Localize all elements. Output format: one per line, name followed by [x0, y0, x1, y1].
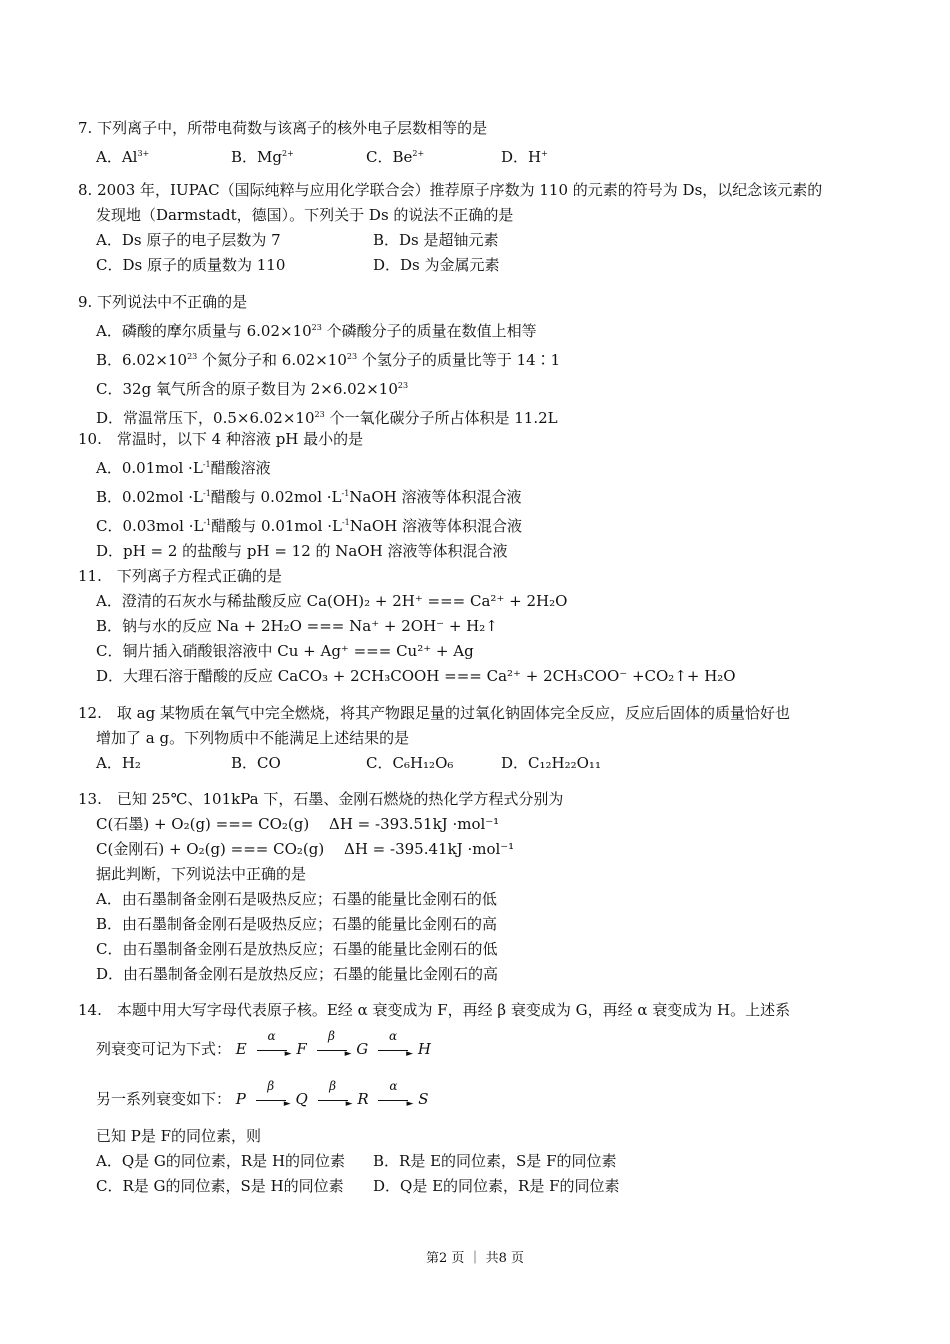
question-8-options-row1 [78, 228, 878, 253]
option-a: A．磷酸的摩尔质量与 $6.02\times 10^{23}$ 个磷酸分子的质量在数值上相等 [96, 322, 537, 340]
question-12-stem-cont: 增加了 a g。下列物质中不能满足上述结果的是 [96, 729, 410, 747]
option-a: A．$Al^{3+}$ [96, 148, 150, 166]
question-12-options [78, 751, 878, 776]
decay-chain-1: 列衰变可记为下式： E α ► F β ► G α ► H [78, 1037, 878, 1062]
option-b: B．由石墨制备金刚石是吸热反应；石墨的能量比金刚石的高 [96, 915, 498, 933]
option-b: B．Ds 是超铀元素 [373, 231, 499, 249]
option-d: D．pH = 2 的盐酸与 pH = 12 的 NaOH 溶液等体积混合液 [96, 542, 508, 560]
question-7-options [78, 141, 878, 170]
question-10-stem: 10. 常温时，以下 4 种溶液 pH 最小的是 [78, 430, 364, 448]
option-a: A．$0.01mol \cdot L^{-1}$醋酸溶液 [96, 459, 271, 477]
question-7 [78, 116, 878, 170]
option-b: B．$Mg^{2+}$ [231, 148, 294, 166]
option-c: C．C₆H₁₂O₆ [366, 754, 454, 772]
option-d: D．C₁₂H₂₂O₁₁ [501, 754, 601, 772]
question-11 [78, 564, 878, 689]
option-c: C．$Be^{2+}$ [366, 148, 425, 166]
equation-diamond: C(金刚石) + O₂(g) === CO₂(g) ΔH = -395.41kJ ·mol⁻¹ [96, 840, 515, 858]
option-a: A．Ds 原子的电子层数为 7 [96, 231, 281, 249]
question-11-stem: 11. 下列离子方程式正确的是 [78, 567, 282, 585]
question-14 [78, 998, 878, 1199]
question-14-given: 已知 P是 F的同位素，则 [96, 1127, 262, 1145]
option-c: C．Ds 原子的质量数为 110 [96, 256, 286, 274]
question-8-stem-cont: 发现地（Darmstadt，德国）。下列关于 Ds 的说法不正确的是 [96, 206, 514, 224]
decay-chain-2: 另一系列衰变如下： P β ► Q β ► R α ► S [78, 1087, 878, 1112]
option-b: B．$0.02mol \cdot L^{-1}$醋酸与 $0.02mol \cdot L^{-1}NaOH$ 溶液等体积混合液 [96, 488, 522, 506]
option-d: D．由石墨制备金刚石是放热反应；石墨的能量比金刚石的高 [96, 965, 499, 983]
question-14-options-row2 [78, 1174, 878, 1199]
question-8-stem: 8. 2003 年，IUPAC（国际纯粹与应用化学联合会）推荐原子序数为 110 的元素的符号为 Ds，以纪念该元素的 [78, 181, 823, 199]
question-9-stem: 9. 下列说法中不正确的是 [78, 293, 248, 311]
option-a: A．澄清的石灰水与稀盐酸反应 Ca(OH)₂ + 2H⁺ === Ca²⁺ + 2H₂O [96, 592, 568, 610]
option-c: C．铜片插入硝酸银溶液中 Cu + Ag⁺ === Cu²⁺ + Ag [96, 642, 474, 660]
question-13 [78, 787, 878, 987]
option-b: B．钠与水的反应 Na + 2H₂O === Na⁺ + 2OH⁻ + H₂↑ [96, 617, 498, 635]
option-a: A．由石墨制备金刚石是吸热反应；石墨的能量比金刚石的低 [96, 890, 497, 908]
question-14-stem: 14. 本题中用大写字母代表原子核。E经 α 衰变成为 F，再经 β 衰变成为 G，再经 α 衰变成为 H。上述系 [78, 1001, 791, 1019]
option-d: D．大理石溶于醋酸的反应 CaCO₃ + 2CH₃COOH === Ca²⁺ + 2CH₃COO⁻ +CO₂↑+ H₂O [96, 667, 736, 685]
question-10 [78, 427, 878, 564]
option-b: B．R是 E的同位素，S是 F的同位素 [373, 1152, 617, 1170]
option-c: C．32g 氧气所含的原子数目为 $2\times 6.02\times 10^{23}$ [96, 380, 409, 398]
option-b: B．CO [231, 754, 281, 772]
option-c: C．由石墨制备金刚石是放热反应；石墨的能量比金刚石的低 [96, 940, 498, 958]
question-12 [78, 701, 878, 776]
option-c: C．R是 G的同位素，S是 H的同位素 [96, 1177, 344, 1195]
option-b: B．$6.02\times 10^{23}$ 个氮分子和 $6.02\times 10^{23}$ 个氢分子的质量比等于 14∶1 [96, 351, 561, 369]
equation-graphite: C(石墨) + O₂(g) === CO₂(g) ΔH = -393.51kJ ·mol⁻¹ [96, 815, 500, 833]
question-13-stem: 13. 已知 25℃、101kPa 下，石墨、金刚石燃烧的热化学方程式分别为 [78, 790, 564, 808]
option-a: A．H₂ [96, 754, 141, 772]
question-8-options-row2 [78, 253, 878, 278]
question-9 [78, 290, 878, 431]
option-a: A．Q是 G的同位素，R是 H的同位素 [96, 1152, 346, 1170]
option-d: D．Ds 为金属元素 [373, 256, 500, 274]
question-12-stem: 12. 取 ag 某物质在氧气中完全燃烧，将其产物跟足量的过氧化钠固体完全反应，反应后固体的质量恰好也 [78, 704, 790, 722]
option-d: D．常温常压下，$0.5\times 6.02\times 10^{23}$ 个一氧化碳分子所占体积是 11.2L [96, 409, 558, 427]
page-footer: 第2 页 ｜ 共8 页 [425, 1251, 525, 1266]
option-c: C．$0.03mol \cdot L^{-1}$醋酸与 $0.01mol \cdot L^{-1}NaOH$ 溶液等体积混合液 [96, 517, 522, 535]
question-13-judge: 据此判断，下列说法中正确的是 [96, 865, 307, 883]
question-7-stem: 7. 下列离子中，所带电荷数与该离子的核外电子层数相等的是 [78, 119, 488, 137]
option-d: D．H+ [501, 148, 548, 166]
question-8 [78, 178, 878, 278]
option-d: D．Q是 E的同位素，R是 F的同位素 [373, 1177, 620, 1195]
question-14-options-row1 [78, 1149, 878, 1174]
